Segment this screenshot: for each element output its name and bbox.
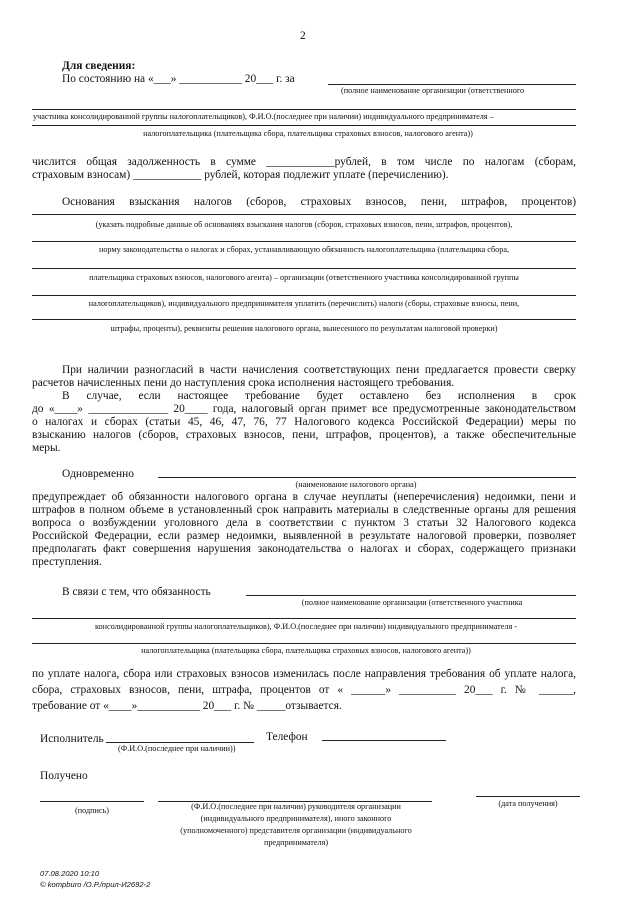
footer-source: © kompburo /О.Р./прил-И2692-2 (40, 880, 151, 889)
disagreement-line-2: расчетов начисленных пени до наступления срока исполнения настоящего требования. (32, 377, 455, 389)
phone-field-line (322, 740, 446, 741)
disagreement-line-5: о налогах и сборах (статьи 45, 46, 47, 76, 77 Налогового кодекса Российской Федерации) меры по (32, 416, 576, 428)
executor-hint: (Ф.И.О.(последнее при наличии)) (118, 744, 236, 753)
signature-field-line (40, 801, 144, 802)
grounds-field-line-1 (32, 214, 576, 215)
info-hint-2: участника консолидированной группы налогоплательщиков), Ф.И.О.(последнее при наличии) индивидуального предпринимателя – (33, 112, 494, 121)
received-label: Получено (40, 770, 88, 782)
org-name-field-line-2 (32, 109, 576, 110)
org-name-field-line-3 (32, 125, 576, 126)
representative-hint-1: (Ф.И.О.(последнее при наличии) руководителя организации (191, 802, 401, 811)
receipt-date-field-line (476, 796, 580, 797)
receipt-date-hint: (дата получения) (498, 799, 558, 808)
change-org-field-line (246, 595, 576, 596)
change-org-field-line-2 (32, 618, 576, 619)
change-label: В связи с тем, что обязанность (62, 586, 211, 598)
grounds-field-line-4 (32, 295, 576, 296)
signature-hint: (подпись) (75, 806, 109, 815)
grounds-field-line-3 (32, 268, 576, 269)
info-heading: Для сведения: (62, 60, 136, 72)
org-name-field-line (328, 84, 576, 85)
disagreement-line-4: до «____» ______________ 20____ года, налоговый орган примет все предусмотренные законодательством (32, 403, 576, 415)
debt-line-2: страховым взносам) ____________ рублей, которая подлежит уплате (перечислению). (32, 169, 449, 181)
disagreement-line-1: При наличии разногласий в части начисления соответствующих пени предлагается провести сверку (62, 364, 576, 376)
grounds-hint-2: норму законодательства о налогах и сборах, устанавливающую обязанность налогоплательщика (плательщика сбора, (98, 245, 510, 254)
disagreement-line-6: взысканию налогов (сборов, страховых взносов, пени, штрафов, процентов), а также обеспечительные (32, 429, 576, 441)
disagreement-line-3: В случае, если настоящее требование будет оставлено без исполнения в срок (62, 390, 576, 402)
representative-hint-2: (индивидуального предпринимателя), иного законного (200, 814, 392, 823)
footer-timestamp: 07.08.2020 10:10 (40, 869, 100, 878)
grounds-field-line-2 (32, 241, 576, 242)
simultaneous-label: Одновременно (62, 468, 134, 480)
change-org-field-line-3 (32, 643, 576, 644)
executor-name-field-line (106, 742, 254, 743)
simultaneous-line-4: Российской Федерации, если размер недоимки, выявленной в результате налоговой проверки, позволяет (32, 530, 576, 542)
info-hint-3: налогоплательщика (плательщика сбора, плательщика страховых взносов, налогового агента)) (143, 129, 473, 138)
grounds-field-line-5 (32, 319, 576, 320)
simultaneous-line-6: преступления. (32, 556, 102, 568)
grounds-hint-1: (указать подробные данные об основаниях взыскания налогов (сборов, страховых взносов, пени, штрафов, процентов), (95, 220, 513, 229)
simultaneous-line-1: предупреждает об обязанности налогового органа в случае неуплаты (неперечисления) недоимки, пени и (32, 491, 576, 503)
info-hint-1: (полное наименование организации (ответственного (341, 86, 525, 95)
grounds-hint-3: плательщика страховых взносов, налогового агента) – организации (ответственного участника консолидированной группы (89, 273, 519, 282)
simultaneous-line-5: предполагать факт совершения нарушения законодательства о налогах и сборах, содержащего признаки (32, 543, 576, 555)
debt-line-1: числится общая задолженность в сумме ____________рублей, в том числе по налогам (сборам, (32, 156, 576, 168)
simultaneous-line-3: вопроса о возбуждении уголовного дела в соответствии с пунктом 3 статьи 32 Налогового кодекса (32, 517, 576, 529)
change-hint-3: налогоплательщика (плательщика сбора, плательщика страховых взносов, налогового агента)) (141, 646, 471, 655)
phone-label: Телефон (266, 731, 308, 743)
tax-authority-field-line (158, 477, 576, 478)
grounds-line: Основания взыскания налогов (сборов, страховых взносов, пени, штрафов, процентов) (62, 196, 576, 208)
change-line-2: сбора, страховых взносов, пени, штрафа, процентов от « ______» __________ 20___ г. № ______, (32, 684, 576, 696)
change-line-1: по уплате налога, сбора или страховых взносов изменилась после направления требования об уплате налога, (32, 668, 576, 680)
representative-hint-3: (уполномоченного) представителя организации (индивидуального (180, 826, 412, 835)
grounds-hint-5: штрафы, проценты), реквизиты решения налогового органа, вынесенного по результатам налоговой проверки) (110, 324, 498, 333)
change-hint-1: (полное наименование организации (ответственного участника (301, 598, 523, 607)
change-hint-2: консолидированной группы налогоплательщиков), Ф.И.О.(последнее при наличии) индивидуального предпринимателя - (95, 622, 517, 631)
page-number: 2 (300, 30, 306, 42)
simultaneous-line-2: штрафов в полном объеме в установленный срок направить материалы в следственные органы для решения (32, 504, 576, 516)
representative-hint-4: предпринимателя) (263, 838, 329, 847)
grounds-hint-4: налогоплательщиков), индивидуального предпринимателя уплатить (перечислить) налоги (сборы, страховые взносы, пени, (88, 299, 520, 308)
simultaneous-hint: (наименование налогового органа) (295, 480, 417, 489)
executor-label: Исполнитель (40, 733, 104, 745)
info-date-line: По состоянию на «___» ___________ 20___ г. за (62, 73, 295, 85)
disagreement-line-7: меры. (32, 442, 61, 454)
change-line-3: требование от «____»___________ 20___ г. № _____отзывается. (32, 700, 342, 712)
